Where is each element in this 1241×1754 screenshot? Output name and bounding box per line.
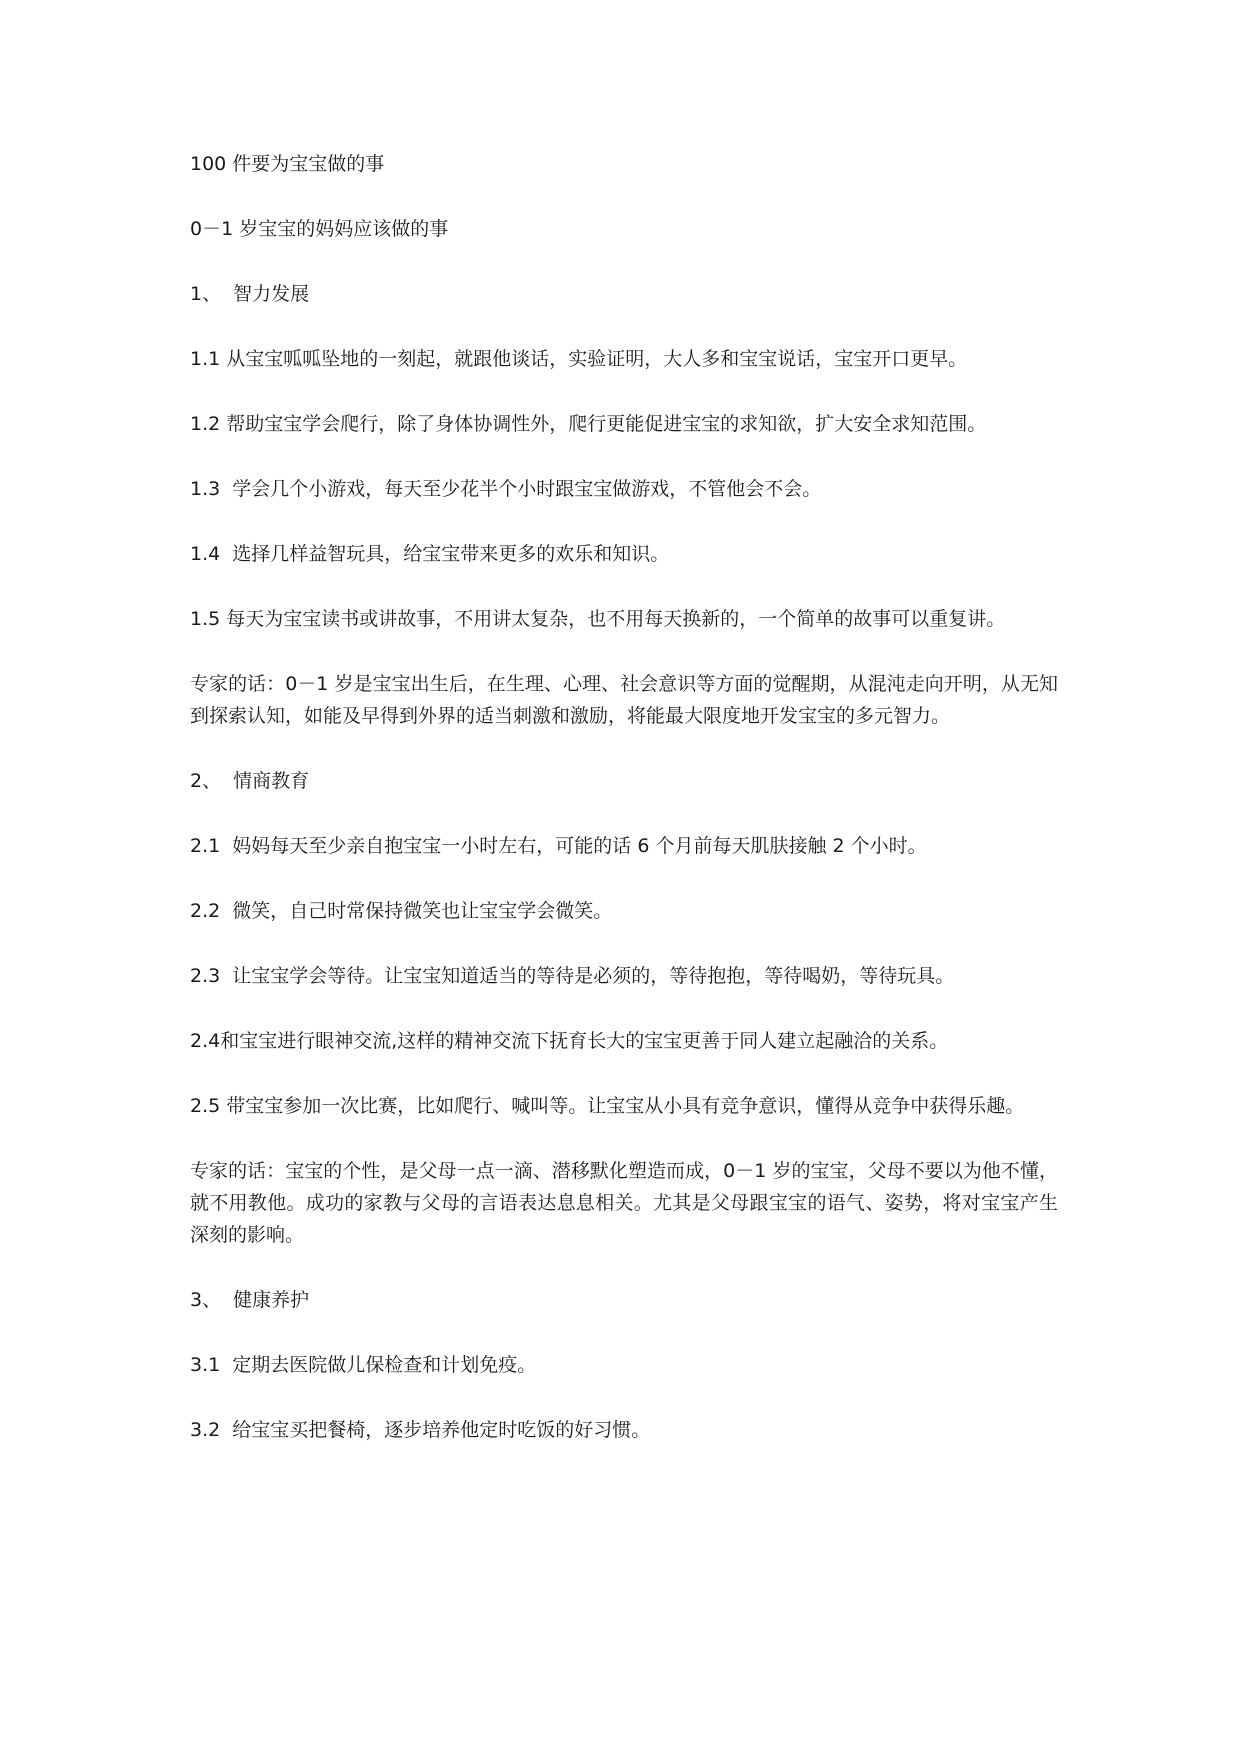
item-1-5: 1.5 每天为宝宝读书或讲故事，不用讲太复杂，也不用每天换新的，一个简单的故事可以重复讲。 <box>190 608 1006 630</box>
section-heading-intelligence: 1、 智力发展 <box>190 283 310 305</box>
section-heading-eq: 2、 情商教育 <box>190 770 310 792</box>
document-subtitle: 0－1 岁宝宝的妈妈应该做的事 <box>190 218 449 240</box>
item-2-2: 2.2 微笑，自己时常保持微笑也让宝宝学会微笑。 <box>190 900 613 922</box>
item-2-4: 2.4和宝宝进行眼神交流,这样的精神交流下抚育长大的宝宝更善于同人建立起融洽的关系。 <box>190 1030 949 1052</box>
item-1-1: 1.1 从宝宝呱呱坠地的一刻起，就跟他谈话，实验证明，大人多和宝宝说话，宝宝开口更早。 <box>190 348 968 370</box>
item-3-1: 3.1 定期去医院做儿保检查和计划免疫。 <box>190 1354 537 1376</box>
section-heading-health: 3、 健康养护 <box>190 1289 310 1311</box>
item-2-1: 2.1 妈妈每天至少亲自抱宝宝一小时左右，可能的话 6 个月前每天肌肤接触 2 个小时。 <box>190 835 927 857</box>
expert-note-2: 专家的话：宝宝的个性，是父母一点一滴、潜移默化塑造而成，0－1 岁的宝宝，父母不要以为他不懂，就不用教他。成功的家教与父母的言语表达息息相关。尤其是父母跟宝宝的语气、姿势，将对宝宝产生深刻的影响。 <box>190 1160 1058 1246</box>
document-page <box>190 148 1058 1479</box>
document-title: 100 件要为宝宝做的事 <box>190 153 385 175</box>
expert-note-1: 专家的话：0－1 岁是宝宝出生后，在生理、心理、社会意识等方面的觉醒期，从混沌走向开明，从无知到探索认知，如能及早得到外界的适当刺激和激励，将能最大限度地开发宝宝的多元智力。 <box>190 673 1058 727</box>
item-3-2: 3.2 给宝宝买把餐椅，逐步培养他定时吃饭的好习惯。 <box>190 1419 651 1441</box>
item-1-2: 1.2 帮助宝宝学会爬行，除了身体协调性外，爬行更能促进宝宝的求知欲，扩大安全求知范围。 <box>190 413 987 435</box>
item-1-3: 1.3 学会几个小游戏，每天至少花半个小时跟宝宝做游戏，不管他会不会。 <box>190 478 822 500</box>
item-2-5: 2.5 带宝宝参加一次比赛，比如爬行、喊叫等。让宝宝从小具有竞争意识，懂得从竞争中获得乐趣。 <box>190 1095 1025 1117</box>
item-1-4: 1.4 选择几样益智玩具，给宝宝带来更多的欢乐和知识。 <box>190 543 670 565</box>
item-2-3: 2.3 让宝宝学会等待。让宝宝知道适当的等待是必须的，等待抱抱，等待喝奶，等待玩具。 <box>190 965 955 987</box>
